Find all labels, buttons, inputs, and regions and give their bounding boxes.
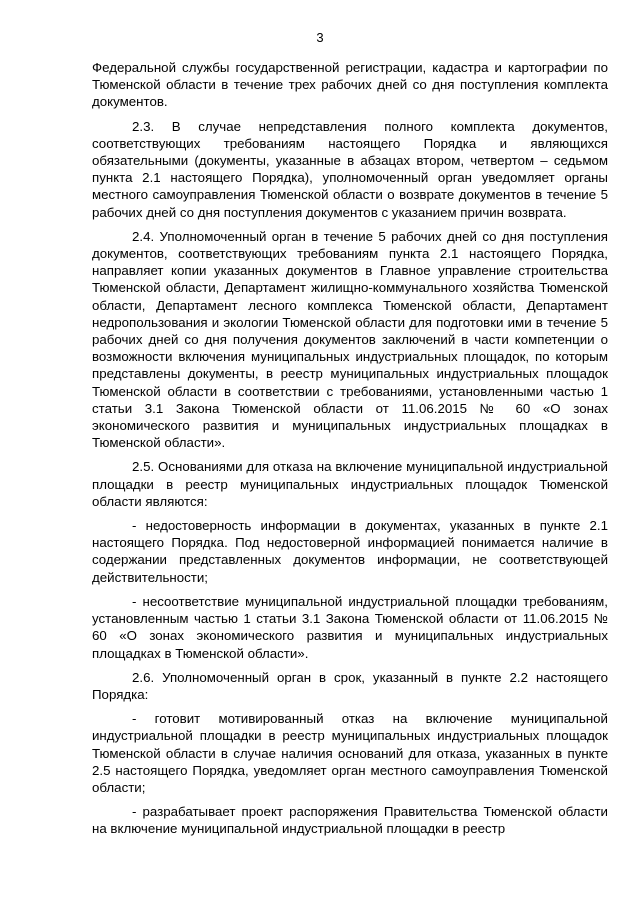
page-number: 3 (316, 30, 324, 45)
paragraph-2-4: 2.4. Уполномоченный орган в течение 5 рабочих дней со дня поступления документов, соответствующих требованиям пункта 2.1 настоящего Порядка, направляет копии указанных документов в Главное управление строительства Тюменской области, Департамент жилищно-коммунального хозяйства Тюменской области, Департамент лесного комплекса Тюменской области, Департамент недропользования и экологии Тюменской области для подготовки ими в течение 5 рабочих дней со дня получения документов заключений в части компетенции о возможности включения муниципальных индустриальных площадок, по которым представлены документы, в реестр муниципальных индустриальных площадок Тюменской области в соответствии с требованиями, установленными частью 1 статьи 3.1 Закона Тюменской области от 11.06.2015 № 60 «О зонах экономического развития и муниципальных индустриальных площадках в Тюменской области». (92, 228, 608, 451)
document-body (92, 59, 608, 838)
paragraph-continuation: Федеральной службы государственной регистрации, кадастра и картографии по Тюменской области в течение трех рабочих дней со дня поступления комплекта документов. (92, 60, 608, 110)
paragraph-2-6: 2.6. Уполномоченный орган в срок, указанный в пункте 2.2 настоящего Порядка: (92, 669, 608, 702)
paragraph-2-3: 2.3. В случае непредставления полного комплекта документов, соответствующих требованиям настоящего Порядка и являющихся обязательными (документы, указанные в абзацах втором, четвертом – седьмом пункта 2.1 настоящего Порядка), уполномоченный орган уведомляет органы местного самоуправления Тюменской области о возврате документов в течение 5 рабочих дней со дня поступления документов с указанием причин возврата. (92, 118, 608, 220)
list-item-unreliable-info: - недостоверность информации в документах, указанных в пункте 2.1 настоящего Порядка. Под недостоверной информацией понимается наличие в содержании представленных документов информации, не соответствующей действительности; (92, 518, 608, 585)
list-item-refusal: - готовит мотивированный отказ на включение муниципальной индустриальной площадки в реестр муниципальных индустриальных площадок Тюменской области в случае наличия оснований для отказа, указанных в пункте 2.5 настоящего Порядка, уведомляет орган местного самоуправления Тюменской области; (92, 711, 608, 795)
list-item-noncompliance: - несоответствие муниципальной индустриальной площадки требованиям, установленным частью 1 статьи 3.1 Закона Тюменской области от 11.06.2015 № 60 «О зонах экономического развития и муниципальных индустриальных площадках в Тюменской области». (92, 593, 608, 661)
list-item-draft-order: - разрабатывает проект распоряжения Правительства Тюменской области на включение муниципальной индустриальной площадки в реестр (92, 804, 608, 837)
paragraph-2-5: 2.5. Основаниями для отказа на включение муниципальной индустриальной площадки в реестр муниципальных индустриальных площадок Тюменской области являются: (92, 459, 608, 509)
